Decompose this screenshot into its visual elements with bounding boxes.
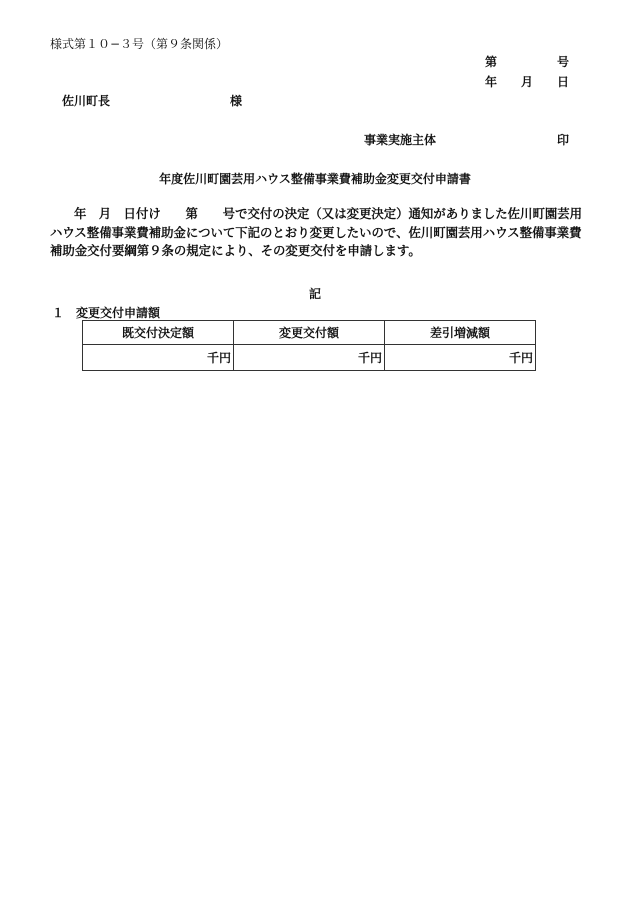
- difference-amount-cell: 千円: [385, 345, 536, 371]
- day-label: 日: [557, 75, 570, 89]
- year-label: 年: [485, 75, 498, 89]
- form-number: 様式第１０−３号（第９条関係）: [50, 37, 229, 51]
- addressee-title: 佐川町長: [62, 94, 111, 108]
- document-body: 年 月 日付け 第 号で交付の決定（又は変更決定）通知がありました佐川町園芸用ハウス整備事業費補助金について下記のとおり変更したいので、佐川町園芸用ハウス整備事業費補助金交付要綱第９条の規定により、その変更交付を申請します。: [50, 206, 583, 258]
- seal-mark: 印: [557, 133, 570, 147]
- amount-table: [82, 320, 536, 371]
- existing-amount-cell: 千円: [83, 345, 234, 371]
- document-title: 年度佐川町園芸用ハウス整備事業費補助金変更交付申請書: [159, 172, 471, 186]
- number-prefix: 第: [485, 55, 498, 69]
- header-changed-amount: 変更交付額: [234, 321, 385, 345]
- applicant-label: 事業実施主体: [364, 133, 437, 147]
- number-suffix: 号: [557, 55, 570, 69]
- header-existing-amount: 既交付決定額: [83, 321, 234, 345]
- addressee-honorific: 様: [230, 94, 243, 108]
- ki-heading: 記: [308, 287, 321, 301]
- month-label: 月: [521, 75, 534, 89]
- table-header-row: [83, 321, 536, 345]
- changed-amount-cell: 千円: [234, 345, 385, 371]
- header-difference-amount: 差引増減額: [385, 321, 536, 345]
- section-heading: １ 変更交付申請額: [52, 306, 161, 320]
- table-row: [83, 345, 536, 371]
